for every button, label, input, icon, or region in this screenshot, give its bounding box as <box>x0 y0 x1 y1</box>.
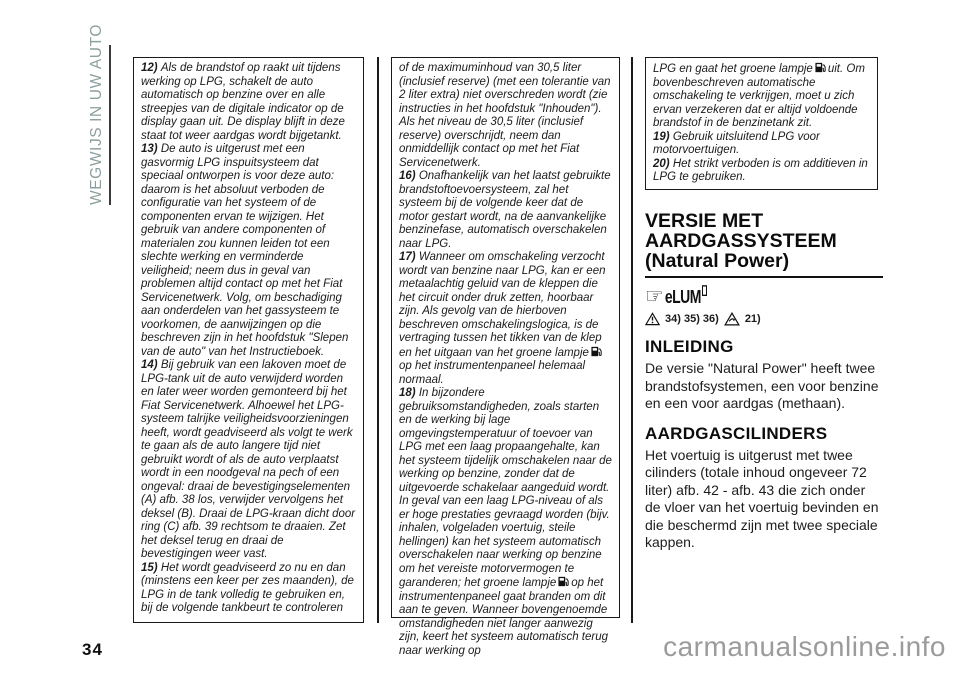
note-item: 20) Het strikt verboden is om additieven in LPG te gebruiken. <box>653 157 868 183</box>
aardgascilinders-heading: AARDGASCILINDERS <box>645 423 828 443</box>
note-number: 15) <box>141 561 161 574</box>
note-number: 19) <box>653 130 673 143</box>
fuel-pump-icon <box>815 62 826 73</box>
note-number: 12) <box>141 62 161 74</box>
warning-notes-box-2 <box>391 57 620 657</box>
fuel-pump-icon <box>558 576 569 587</box>
note-item: 14) Bij gebruik van een lakoven moet de LPG-tank uit de auto verwijderd worden en later weer worden gemonteerd bij het Fiat Servicenetwerk. Alhoewel het LPG-systeem talrijke veiligheidsvoorzieningen heeft, wordt geadviseerd als volgt te werk te gaan als de auto langere tijd niet gebruikt wordt of als de auto verplaatst wordt in een noodgeval na pech of een ongeval: draai de bevestigingselementen (A) afb. 38 los, verwijder vervolgens het deksel (B). Draai de LPG-kraan dicht door ring (C) afb. 39 rechtsom te draaien. Zet het deksel terug en draai de bevestigingen weer vast. <box>141 359 356 560</box>
warning-triangle-icon <box>645 312 660 326</box>
note-number: 20) <box>653 157 673 170</box>
caution-triangle-icon <box>724 312 740 326</box>
fuel-pump-icon <box>591 346 602 357</box>
warning-notes-box-1 <box>133 57 364 623</box>
warning-refs: 34) 35) 36) <box>665 313 719 325</box>
note-number: 17) <box>399 251 419 263</box>
sidebar-rule <box>109 45 111 205</box>
column-divider <box>631 57 633 623</box>
chapter-sidebar-label: WEGWIJS IN UW AUTO <box>88 23 105 205</box>
warning-notes-box-3 <box>645 57 878 190</box>
natural-power-section <box>645 211 883 552</box>
section-title-line: AARDGASSYSTEEM <box>645 230 837 252</box>
note-item: 16) Onafhankelijk van het laatst gebruikte brandstoftoevoersysteem, zal het systeem bij de volgende keer dat de motor gestart wordt, na de aanvankelijke benzinefase, automatisch overschakelen naar LPG. <box>399 170 611 250</box>
note-item: 18) In bijzondere gebruiksomstandigheden, zoals starten en de werking bij lage omgevingstemperatuur of toevoer van LPG met een laag propaangehalte, kan het systeem tijdelijk omschakelen naar de werking op benzine, zonder dat de uitgevoerde schakelaar aangeduid wordt. In geval van een laag LPG-niveau of als er hoge prestaties gevraagd worden (bijv. inhalen, volgeladen voertuig, steile hellingen) kan het systeem automatisch overschakelen naar werking op benzine om het vereiste motorvermogen te garanderen; het groene lampje op het instrumentenpaneel gaat branden om dit aan te geven. Wanneer bovengenoemde omstandigheden niet langer aanwezig zijn, keert het systeem automatisch terug naar werking op <box>399 387 612 657</box>
note-item: 13) De auto is uitgerust met een gasvormig LPG inspuitsysteem dat speciaal ontworpen is voor deze auto: daarom is het absoluut verboden de configuratie van het systeem of de componenten ervan te wijzigen. Het gebruik van andere componenten of materialen zou kunnen leiden tot een slechte werking en verminderde veiligheid; neem dus in geval van problemen altijd contact op met het Fiat Servicenetwerk. Volg, om beschadiging aan onderdelen van het gassysteem te voorkomen, de aanwijzingen op die beschreven zijn in het hoofdstuk "Slepen van de auto" van het Instructieboek. <box>141 143 349 358</box>
elum-logo: eLUM <box>665 285 707 307</box>
note-item: 12) Als de brandstof op raakt uit tijdens werking op LPG, schakelt de auto automatisch op benzine over en alle streepjes van de digitale indicator op de display gaan uit. De display blijft in deze staat tot weer aardgas wordt bijgetankt. <box>141 62 345 142</box>
note-number: 14) <box>141 359 161 371</box>
note-number: 16) <box>399 170 419 182</box>
inleiding-body: De versie "Natural Power" heeft twee brandstofsystemen, een voor benzine en een voor aardgas (methaan). <box>645 360 879 411</box>
section-title-line: VERSIE MET <box>645 210 764 232</box>
column-divider <box>377 57 379 623</box>
note-number: 13) <box>141 143 161 155</box>
aardgascilinders-body: Het voertuig is uitgerust met twee cilinders (totale inhoud ongeveer 72 liter) afb. 42 - afb. 43 die zich onder de vloer van het voertuig bevinden en die beschermd zijn met twee speciale kappen. <box>645 446 879 550</box>
page-number: 34 <box>82 640 103 659</box>
note-number: 18) <box>399 387 419 399</box>
watermark: carmanualsonline.info <box>663 631 946 662</box>
note-item: LPG en gaat het groene lampje uit. Om bovenbeschreven automatische omschakeling te verkrijgen, moet u zich ervan verzekeren dat er altijd voldoende brandstof in de benzinetank zit. <box>653 63 865 129</box>
inleiding-heading: INLEIDING <box>645 337 734 356</box>
reference-row <box>645 285 883 307</box>
note-item: 19) Gebruik uitsluitend LPG voor motorvoertuigen. <box>653 130 820 156</box>
note-item: of de maximuminhoud van 30,5 liter (inclusief reserve) (met een tolerantie van 2 liter extra) niet overschreden wordt (zie instructies in het hoofdstuk "Inhouden"). Als het niveau de 30,5 liter (inclusief reserve) overschrijdt, neem dan onmiddellijk contact op met het Fiat Servicenetwerk. <box>399 62 611 169</box>
note-item: 17) Wanneer om omschakeling verzocht wordt van benzine naar LPG, kan er een metaalachtig geluid van de kleppen die het circuit onder druk zetten, hoorbaar zijn. Als gevolg van de hierboven beschreven omschakelingslogica, is de vertraging tussen het tikken van de klep en het uitgaan van het groene lampjeop het instrumentenpaneel helemaal normaal. <box>399 251 606 386</box>
caution-refs: 21) <box>744 313 761 325</box>
symbol-reference-row <box>645 312 883 326</box>
section-title-line: (Natural Power) <box>645 250 790 272</box>
pointing-hand-icon: ☞ <box>645 284 664 308</box>
section-title <box>645 211 883 278</box>
note-item: 15) Het wordt geadviseerd zo nu en dan (minstens een keer per zes maanden), de LPG in de tank volledig te gebruiken en, bij de volgende tankbeurt te controleren <box>141 561 354 614</box>
